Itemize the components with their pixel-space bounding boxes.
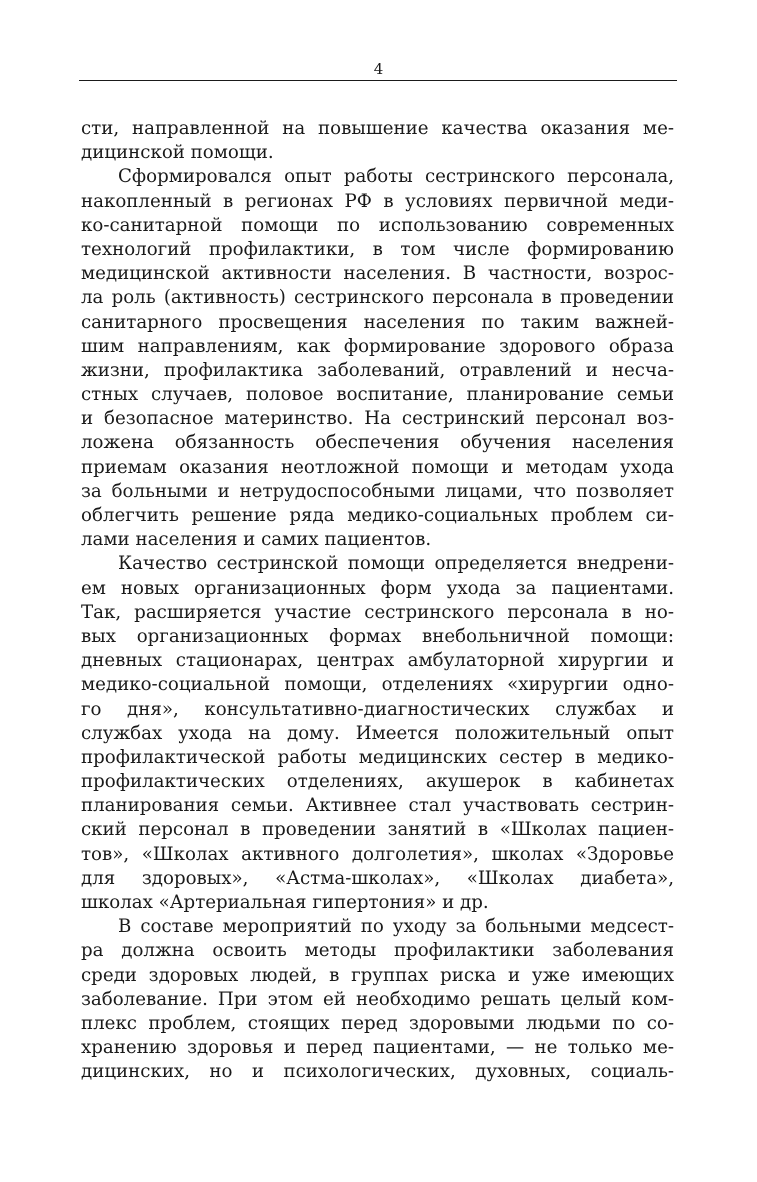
text-line: накопленный в регионах РФ в условиях первичной меди- <box>81 190 674 212</box>
text-line: стных случаев, половое воспитание, планирование семьи <box>81 384 674 406</box>
text-line: шим направлениям, как формирование здорового образа <box>81 335 674 357</box>
text-line: облегчить решение ряда медико-социальных проблем си- <box>81 505 674 526</box>
text-line: дицинской помощи. <box>81 142 274 164</box>
body-text <box>81 117 674 1085</box>
text-line: среди здоровых людей, в группах риска и уже имеющих <box>81 964 674 986</box>
text-line: Так, расширяется участие сестринского персонала в но- <box>81 601 674 623</box>
text-line: приемам оказания неотложной помощи и методам ухода <box>81 456 674 478</box>
text-line: тов», «Школах активного долголетия», школах «Здоровье <box>81 843 674 865</box>
text-line: жизни, профилактика заболеваний, отравлений и несча- <box>81 359 674 381</box>
text-line: вых организационных формах внебольничной помощи: <box>81 625 674 647</box>
text-line: ко-санитарной помощи по использованию современных <box>81 214 674 236</box>
text-line: сти, направленной на повышение качества оказания ме- <box>81 118 674 139</box>
text-line: ский персонал в проведении занятий в «Школах пациен- <box>81 819 674 841</box>
text-line: планирования семьи. Активнее стал участвовать сестрин- <box>81 795 674 817</box>
text-line: и безопасное материнство. На сестринский персонал воз- <box>81 408 674 430</box>
text-line: профилактических отделениях, акушерок в кабинетах <box>81 771 674 793</box>
text-line: Сформировался опыт работы сестринского персонала, <box>118 166 674 188</box>
header-rule <box>79 80 677 81</box>
text-line: за больными и нетрудоспособными лицами, что позволяет <box>81 480 674 502</box>
text-line: службах ухода на дому. Имеется положительный опыт <box>81 722 674 744</box>
text-line: го дня», консультативно-диагностических службах и <box>81 698 674 720</box>
page-number: 4 <box>373 60 384 78</box>
text-line: ложена обязанность обеспечения обучения населения <box>81 432 674 454</box>
text-line: ем новых организационных форм ухода за пациентами. <box>81 577 674 599</box>
text-line: ра должна освоить методы профилактики заболевания <box>81 940 674 962</box>
text-line: Качество сестринской помощи определяется внедрени- <box>118 553 674 575</box>
text-line: школах «Артериальная гипертония» и др. <box>81 892 489 913</box>
text-line: санитарного просвещения населения по таким важней- <box>81 311 674 333</box>
text-line: медико-социальной помощи, отделениях «хирургии одно- <box>81 674 674 696</box>
text-line: медицинской активности населения. В частности, возрос- <box>81 263 674 285</box>
text-line: для здоровых», «Астма-школах», «Школах диабета», <box>81 867 674 889</box>
text-line: дневных стационарах, центрах амбулаторной хирургии и <box>81 650 674 672</box>
text-line: хранению здоровья и перед пациентами, — не только ме- <box>81 1037 674 1059</box>
text-line: профилактической работы медицинских сестер в медико- <box>81 746 674 768</box>
text-line: дицинских, но и психологических, духовных, социаль- <box>81 1061 674 1083</box>
text-line: ла роль (активность) сестринского персонала в проведении <box>81 287 674 309</box>
text-line: плекс проблем, стоящих перед здоровыми людьми по со- <box>81 1012 674 1034</box>
text-line: заболевание. При этом ей необходимо решать целый ком- <box>81 988 674 1010</box>
text-line: В составе мероприятий по уходу за больными медсест- <box>118 916 674 938</box>
text-line: технологий профилактики, в том числе формированию <box>81 238 674 260</box>
text-line: лами населения и самих пациентов. <box>81 529 432 551</box>
